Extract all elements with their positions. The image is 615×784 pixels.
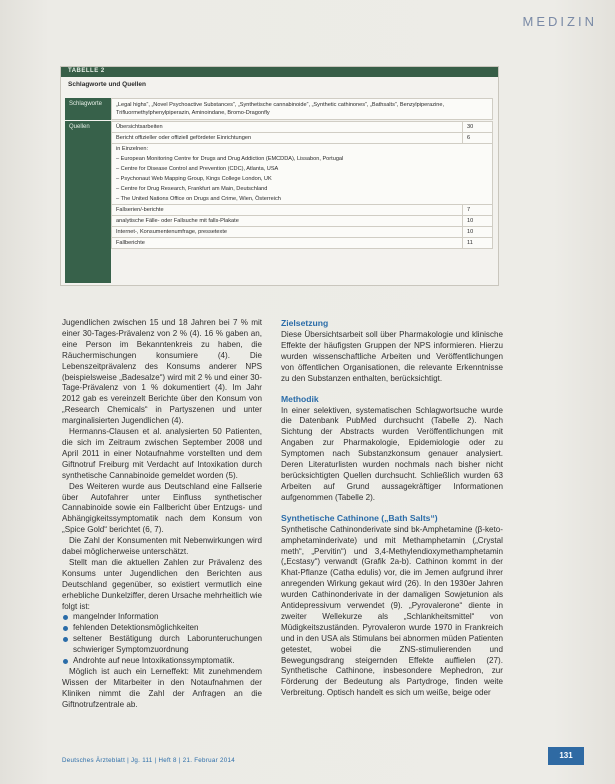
right-column [281,318,503,699]
table-row: in Einzelnen: – European Monitoring Centre for Drugs and Drug Addiction (EMCDDA), Lissabon, Portugal – Centre for Disease Control and Prevention (CDC), Atlanta, USA – Psychonaut Web Mapping Group, Kings College London, UK – Centre for Drug Research, Frankfurt am Main, Deutschland – The United Nations Office on Drugs and Crime, Wien, Österreich [111,144,493,205]
paragraph: Die Zahl der Konsumenten mit Nebenwirkungen wird dabei möglicherweise unterschätzt. [62,536,262,557]
heading-cathinone: Synthetische Cathinone („Bath Salts“) [281,512,438,523]
sources-head: Quellen [65,121,111,283]
paragraph: Diese Übersichtsarbeit soll über Pharmakologie und klinische Effekte der häufigsten Gruppen der NPS informieren. Hierzu wurden wissenschaftliche Arbeiten und Veröffentlichungen von öffentlichen Organisationen, die relevante Erkenntnisse zu den Substanzen enthalten, berücksichtigt. [281,330,503,383]
table-row: Fallserien/-berichte 7 [111,205,493,216]
page-number: 131 [548,747,584,765]
sources-row [65,121,493,283]
table-row: Internet-, Konsumentenumfrage, pressetexte 10 [111,227,493,238]
paragraph: In einer selektiven, systematischen Schlagwortsuche wurde die Datenbank PubMed durchsucht (Tabelle 2). Nach Sichtung der Abstracts wurden Veröffentlichungen mit Angaben zur Pharmakologie, Epidemiologie oder zu Symptomen nach Substanzkonsum genauer analysiert. Deren Literaturlisten wurden nochmals nach bisher nicht berücksichtigten Quellen durchsucht. Schließlich wurden 63 Arbeiten auf Grund aussagekräftiger Informationen aufgenommen (Tabelle 2). [281,405,503,502]
table-body [65,98,493,283]
keywords-head: Schlagworte [65,98,111,120]
paragraph: Jugendlichen zwischen 15 und 18 Jahren bei 7 % mit einer 30-Tages-Prävalenz von 2 % (4). 16 % gaben an, eine Person im Bekanntenkreis zu haben, die Räuchermischungen konsumiere (4). Die Lebenszeitprävalenz des Konsums anderer NPS (beispielsweise „Badesalze“) wird mit 2 % und einer 30-Tage-Prävalenz von 1 % dokumentiert (4). Im Jahr 2012 gab es vereinzelt Berichte über den Konsum von „Research Chemicals“ in Partyszenen und unter marginalisierten Jugendlichen (4). [62,318,262,426]
list-item: mangelnder Information [62,612,262,623]
keywords-text: „Legal highs“, „Novel Psychoactive Substances“, „Synthetische cannabinoide“, „Synthetic cathinones“, „Bathsalts“, Benzylpiperazine, Trifluormethylphenylpiperazin, Aminoindane, Bromo-Dragonfly [111,98,493,120]
bullet-icon [63,637,68,642]
paragraph: Möglich ist auch ein Lerneffekt: Mit zunehmendem Wissen der Mitarbeiter in den Notaufnahmen der Kliniken nimmt die Zahl der Anfragen an die Giftnotrufzentrale ab. [62,667,262,709]
table-2 [60,66,499,286]
heading-methodik: Methodik [281,393,319,404]
list-item: seltener Bestätigung durch Laborunteruchungen schwieriger Symptomzuordnung [62,634,262,656]
paragraph: Des Weiteren wurde aus Deutschland eine Fallserie über Autofahrer unter Einfluss synthetischer Cannabinoide sowie ein Fallbericht über Entzugs- und Abhängigkeitssymptomatik nach dem Konsum von „Spice Gold“ berichtet (6, 7). [62,481,262,535]
bullet-icon [63,615,68,620]
bullet-icon [63,626,68,631]
list-item: fehlenden Detektionsmöglichkeiten [62,623,262,634]
table-title: Schlagworte und Quellen [68,81,147,88]
paragraph: Synthetische Cathinonderivate sind bk-Amphetamine (β-keto-amphetaminderivate) und mit Methamphetamin („Crystal meth“, „Pervitin“) und 3,4-Methylendioxymethamphetamin („Ecstasy“) verwandt (Grafik 2a-b). Cathinon kommt in der Khat-Pflanze (Catha edulis) vor, die im Jemen aufgrund ihrer anregenden Wirkung gekaut wird (26). In den 1930er Jahren wurden Cathinonderivate in der damaligen Sowjetunion als Antidepressivum verwendet (9). „Pyrovalerone“ diente in zweiter Wellekurze als „Schlankheitsmittel“ von Müdigkeitszuständen. Pyrovaleron wurde 1970 in Frankreich und in den USA als Stimulans bei abnormen müden Patienten getestet, wobei die ZNS-stimulierenden und Bewegungsdrang steigernden Effekte auffielen (27). Synthetische Cathinone, insbesondere Mephedron, zur Förderung der Bedeutung als Partydroge, finden weite Verbreitung. Optisch handelt es sich um weiße, beige oder [281,524,503,698]
table-row: Bericht offizieller oder offiziell gefördeter Einrichtungen 6 [111,133,493,144]
table-row: Fallberichte 11 [111,238,493,249]
footer-citation: Deutsches Ärzteblatt | Jg. 111 | Heft 8 | 21. Februar 2014 [62,757,235,764]
table-label: TABELLE 2 [61,67,498,77]
table-row: analytische Fälle- oder Fallsuche mit falls-Plakate 10 [111,216,493,227]
paragraph: Hermanns-Clausen et al. analysierten 50 Patienten, die sich im Zeitraum zwischen September 2008 und April 2011 in einer Notaufnahme vorstellten und dem Giftnotruf Freiburg mit Verdacht auf Intoxikation durch synthetische Cannabinoide gemeldet worden (5). [62,427,262,480]
section-label: MEDIZIN [522,14,597,29]
heading-zielsetzung: Zielsetzung [281,318,329,328]
paragraph: Stellt man die aktuellen Zahlen zur Prävalenz des Konsums unter Jugendlichen den Berichten aus Deutschland gegenüber, so existiert vermutlich eine erhebliche Dunkelziffer, deren Ursache mehrheitlich wie folgt ist: [62,557,262,611]
bullet-list [62,612,262,667]
left-column [62,318,262,711]
list-item: Androhte auf neue Intoxikationssymptomatik. [62,656,262,667]
bullet-icon [63,659,68,664]
sources-list [111,121,493,283]
table-row: Übersichtsarbeiten 30 [111,121,493,133]
keywords-row [65,98,493,120]
